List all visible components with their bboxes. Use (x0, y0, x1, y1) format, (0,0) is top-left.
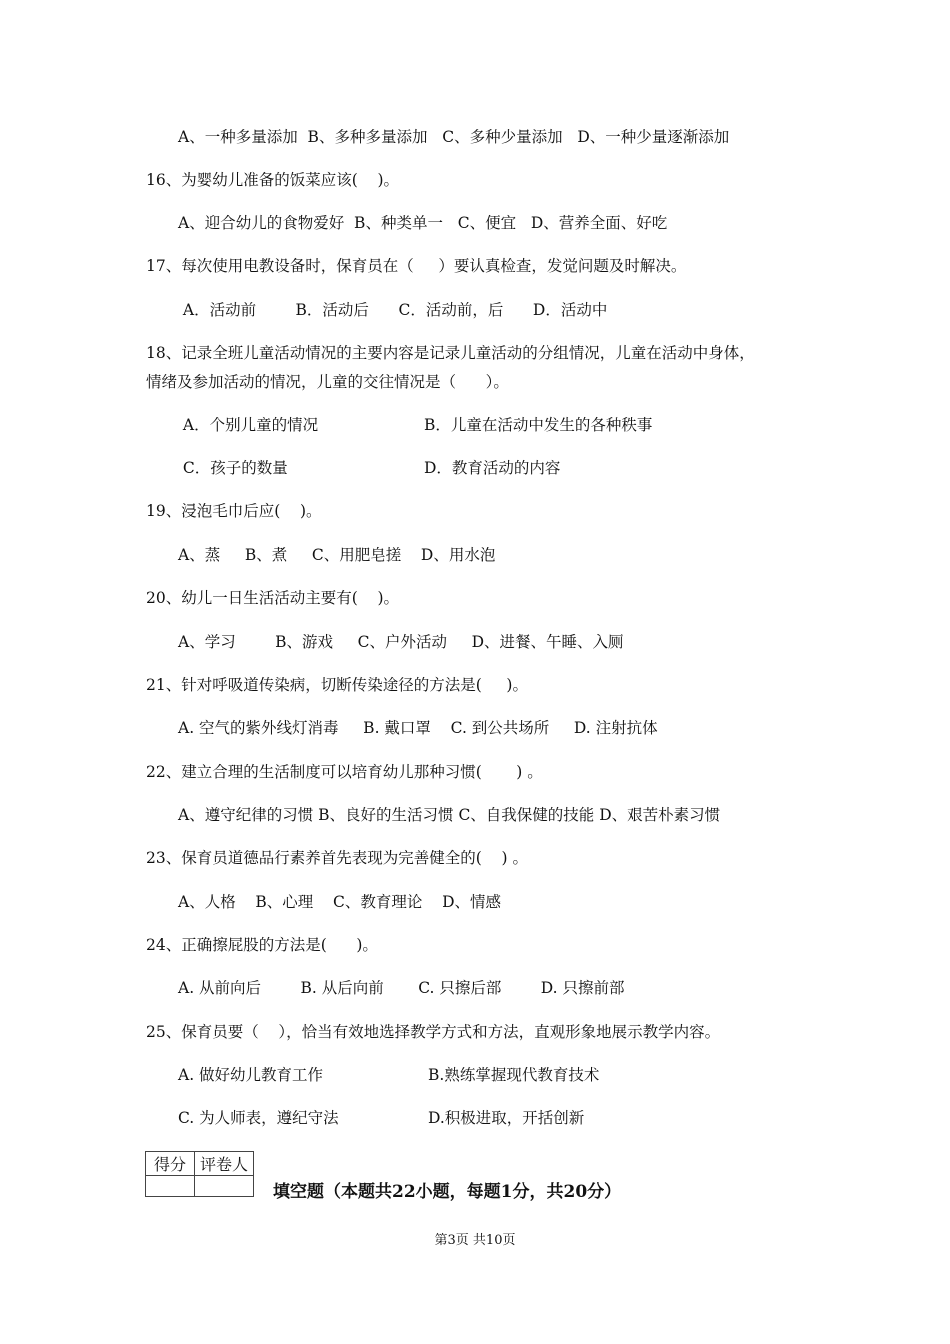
q15-options: A、一种多量添加 B、多种多量添加 C、多种少量添加 D、一种少量逐渐添加 (178, 128, 730, 146)
q22-stem: 22、建立合理的生活制度可以培育幼儿那种习惯( ) 。 (146, 763, 543, 781)
page-footer: 第3页 共10页 (434, 1233, 516, 1248)
section-title: 填空题（本题共22小题，每题1分，共20分） (273, 1182, 622, 1202)
grader-cell (195, 1176, 254, 1197)
q23-stem: 23、保育员道德品行素养首先表现为完善健全的( ) 。 (146, 849, 528, 867)
q18-option-a: A．个别儿童的情况 (178, 416, 319, 434)
q25-option-c: C. 为人师表，遵纪守法 (178, 1109, 339, 1127)
q17-stem: 17、每次使用电教设备时，保育员在（ ）要认真检查，发觉问题及时解决。 (146, 257, 687, 275)
q25-stem: 25、保育员要（ ），恰当有效地选择教学方式和方法，直观形象地展示教学内容。 (146, 1023, 721, 1041)
q23-options: A、人格 B、心理 C、教育理论 D、情感 (178, 893, 501, 911)
q16-stem: 16、为婴幼儿准备的饭菜应该( )。 (146, 171, 400, 189)
q20-options: A、学习 B、游戏 C、户外活动 D、进餐、午睡、入厕 (178, 633, 624, 651)
q18-stem-line2: 情绪及参加活动的情况，儿童的交往情况是（ ）。 (146, 373, 509, 391)
grader-header: 评卷人 (195, 1152, 254, 1176)
q16-options: A、迎合幼儿的食物爱好 B、种类单一 C、便宜 D、营养全面、好吃 (178, 214, 668, 232)
score-cell (146, 1176, 195, 1197)
q18-option-b: B．儿童在活动中发生的各种秩事 (424, 416, 653, 434)
q25-option-d: D.积极进取，开括创新 (428, 1109, 585, 1127)
q24-options: A. 从前向后 B. 从后向前 C. 只擦后部 D. 只擦前部 (178, 979, 625, 997)
score-table (145, 1151, 254, 1197)
q24-stem: 24、正确擦屁股的方法是( )。 (146, 936, 378, 954)
q25-option-b: B.熟练掌握现代教育技术 (428, 1066, 600, 1084)
q18-option-d: D．教育活动的内容 (424, 459, 561, 477)
q18-stem-line1: 18、记录全班儿童活动情况的主要内容是记录儿童活动的分组情况，儿童在活动中身体， (146, 344, 755, 362)
q19-options: A、蒸 B、煮 C、用肥皂搓 D、用水泡 (178, 546, 496, 564)
q18-option-c: C．孩子的数量 (178, 459, 288, 477)
q25-option-a: A. 做好幼儿教育工作 (178, 1066, 324, 1084)
q21-stem: 21、针对呼吸道传染病，切断传染途径的方法是( )。 (146, 676, 528, 694)
q17-options: A．活动前 B．活动后 C．活动前，后 D．活动中 (178, 301, 608, 319)
q19-stem: 19、浸泡毛巾后应( )。 (146, 502, 322, 520)
q20-stem: 20、幼儿一日生活活动主要有( )。 (146, 589, 400, 607)
score-header: 得分 (146, 1152, 195, 1176)
q21-options: A. 空气的紫外线灯消毒 B. 戴口罩 C. 到公共场所 D. 注射抗体 (178, 719, 658, 737)
q22-options: A、遵守纪律的习惯 B、良好的生活习惯 C、自我保健的技能 D、艰苦朴素习惯 (178, 806, 721, 824)
